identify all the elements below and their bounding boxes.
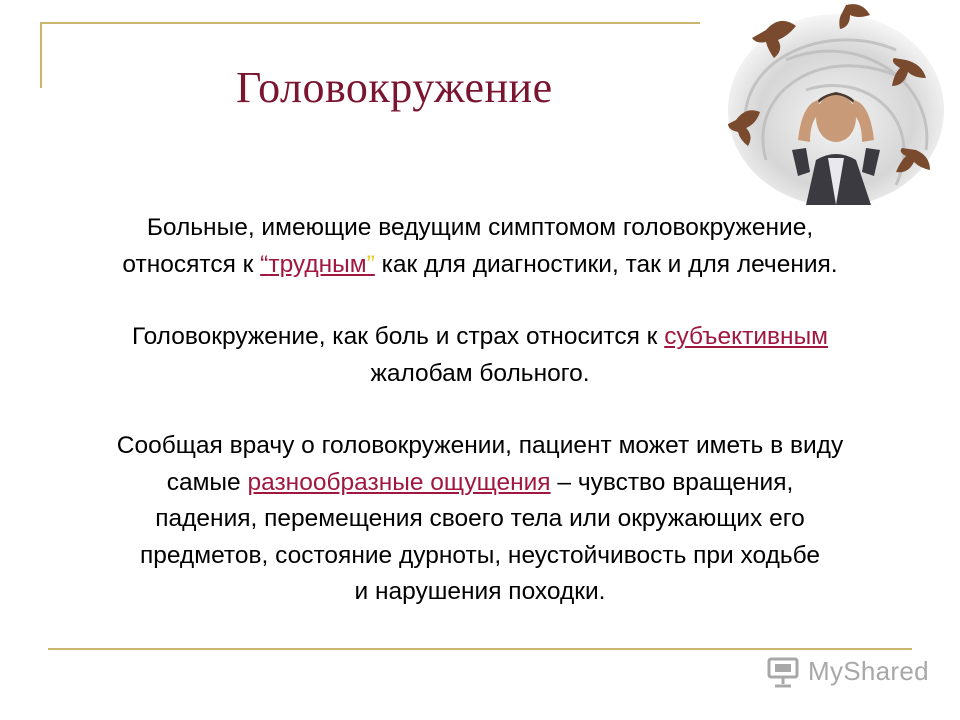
- paragraph-1: [0, 210, 960, 283]
- frame-bottom-line: [48, 648, 912, 650]
- link-subektivnym[interactable]: субъективным: [664, 323, 829, 350]
- p1-close-quote[interactable]: ”: [366, 250, 375, 278]
- frame-left-line: [40, 22, 42, 88]
- slide-body: [0, 210, 960, 611]
- projector-screen-icon: [766, 656, 800, 688]
- watermark-text: MyShared: [808, 656, 929, 686]
- p3-line3: падения, перемещения своего тела или окружающих его: [155, 505, 805, 532]
- p3-line2-pre: самые: [166, 468, 248, 496]
- p3-line1: Сообщая врачу о головокружении, пациент может иметь в виду: [116, 432, 844, 459]
- p1-line1: Больные, имеющие ведущим симптомом головокружение,: [146, 214, 814, 241]
- paragraph-3: [0, 428, 960, 611]
- paragraph-2: [0, 319, 960, 392]
- p1-line2-post: как для диагностики, так и для лечения.: [374, 250, 838, 278]
- slide-title: Головокружение: [236, 63, 553, 112]
- p1-line2-pre: относятся к: [122, 250, 261, 278]
- p3-line5: и нарушения походки.: [354, 578, 606, 605]
- frame-top-line: [40, 22, 700, 24]
- watermark-logo[interactable]: [766, 654, 936, 690]
- p2-line2: жалобам больного.: [370, 359, 590, 387]
- dizzy-man-swirl-illustration: [706, 0, 960, 205]
- p1-open-quote[interactable]: “: [260, 250, 269, 278]
- link-trudnym[interactable]: трудным: [268, 250, 367, 278]
- p3-line4: предметов, состояние дурноты, неустойчивость при ходьбе: [139, 541, 821, 569]
- p2-line1-pre: Головокружение, как боль и страх относится к: [131, 323, 665, 350]
- link-raznoobraznye-oshchushcheniya[interactable]: разнообразные ощущения: [247, 468, 551, 496]
- p3-line2-post: – чувство вращения,: [550, 468, 794, 496]
